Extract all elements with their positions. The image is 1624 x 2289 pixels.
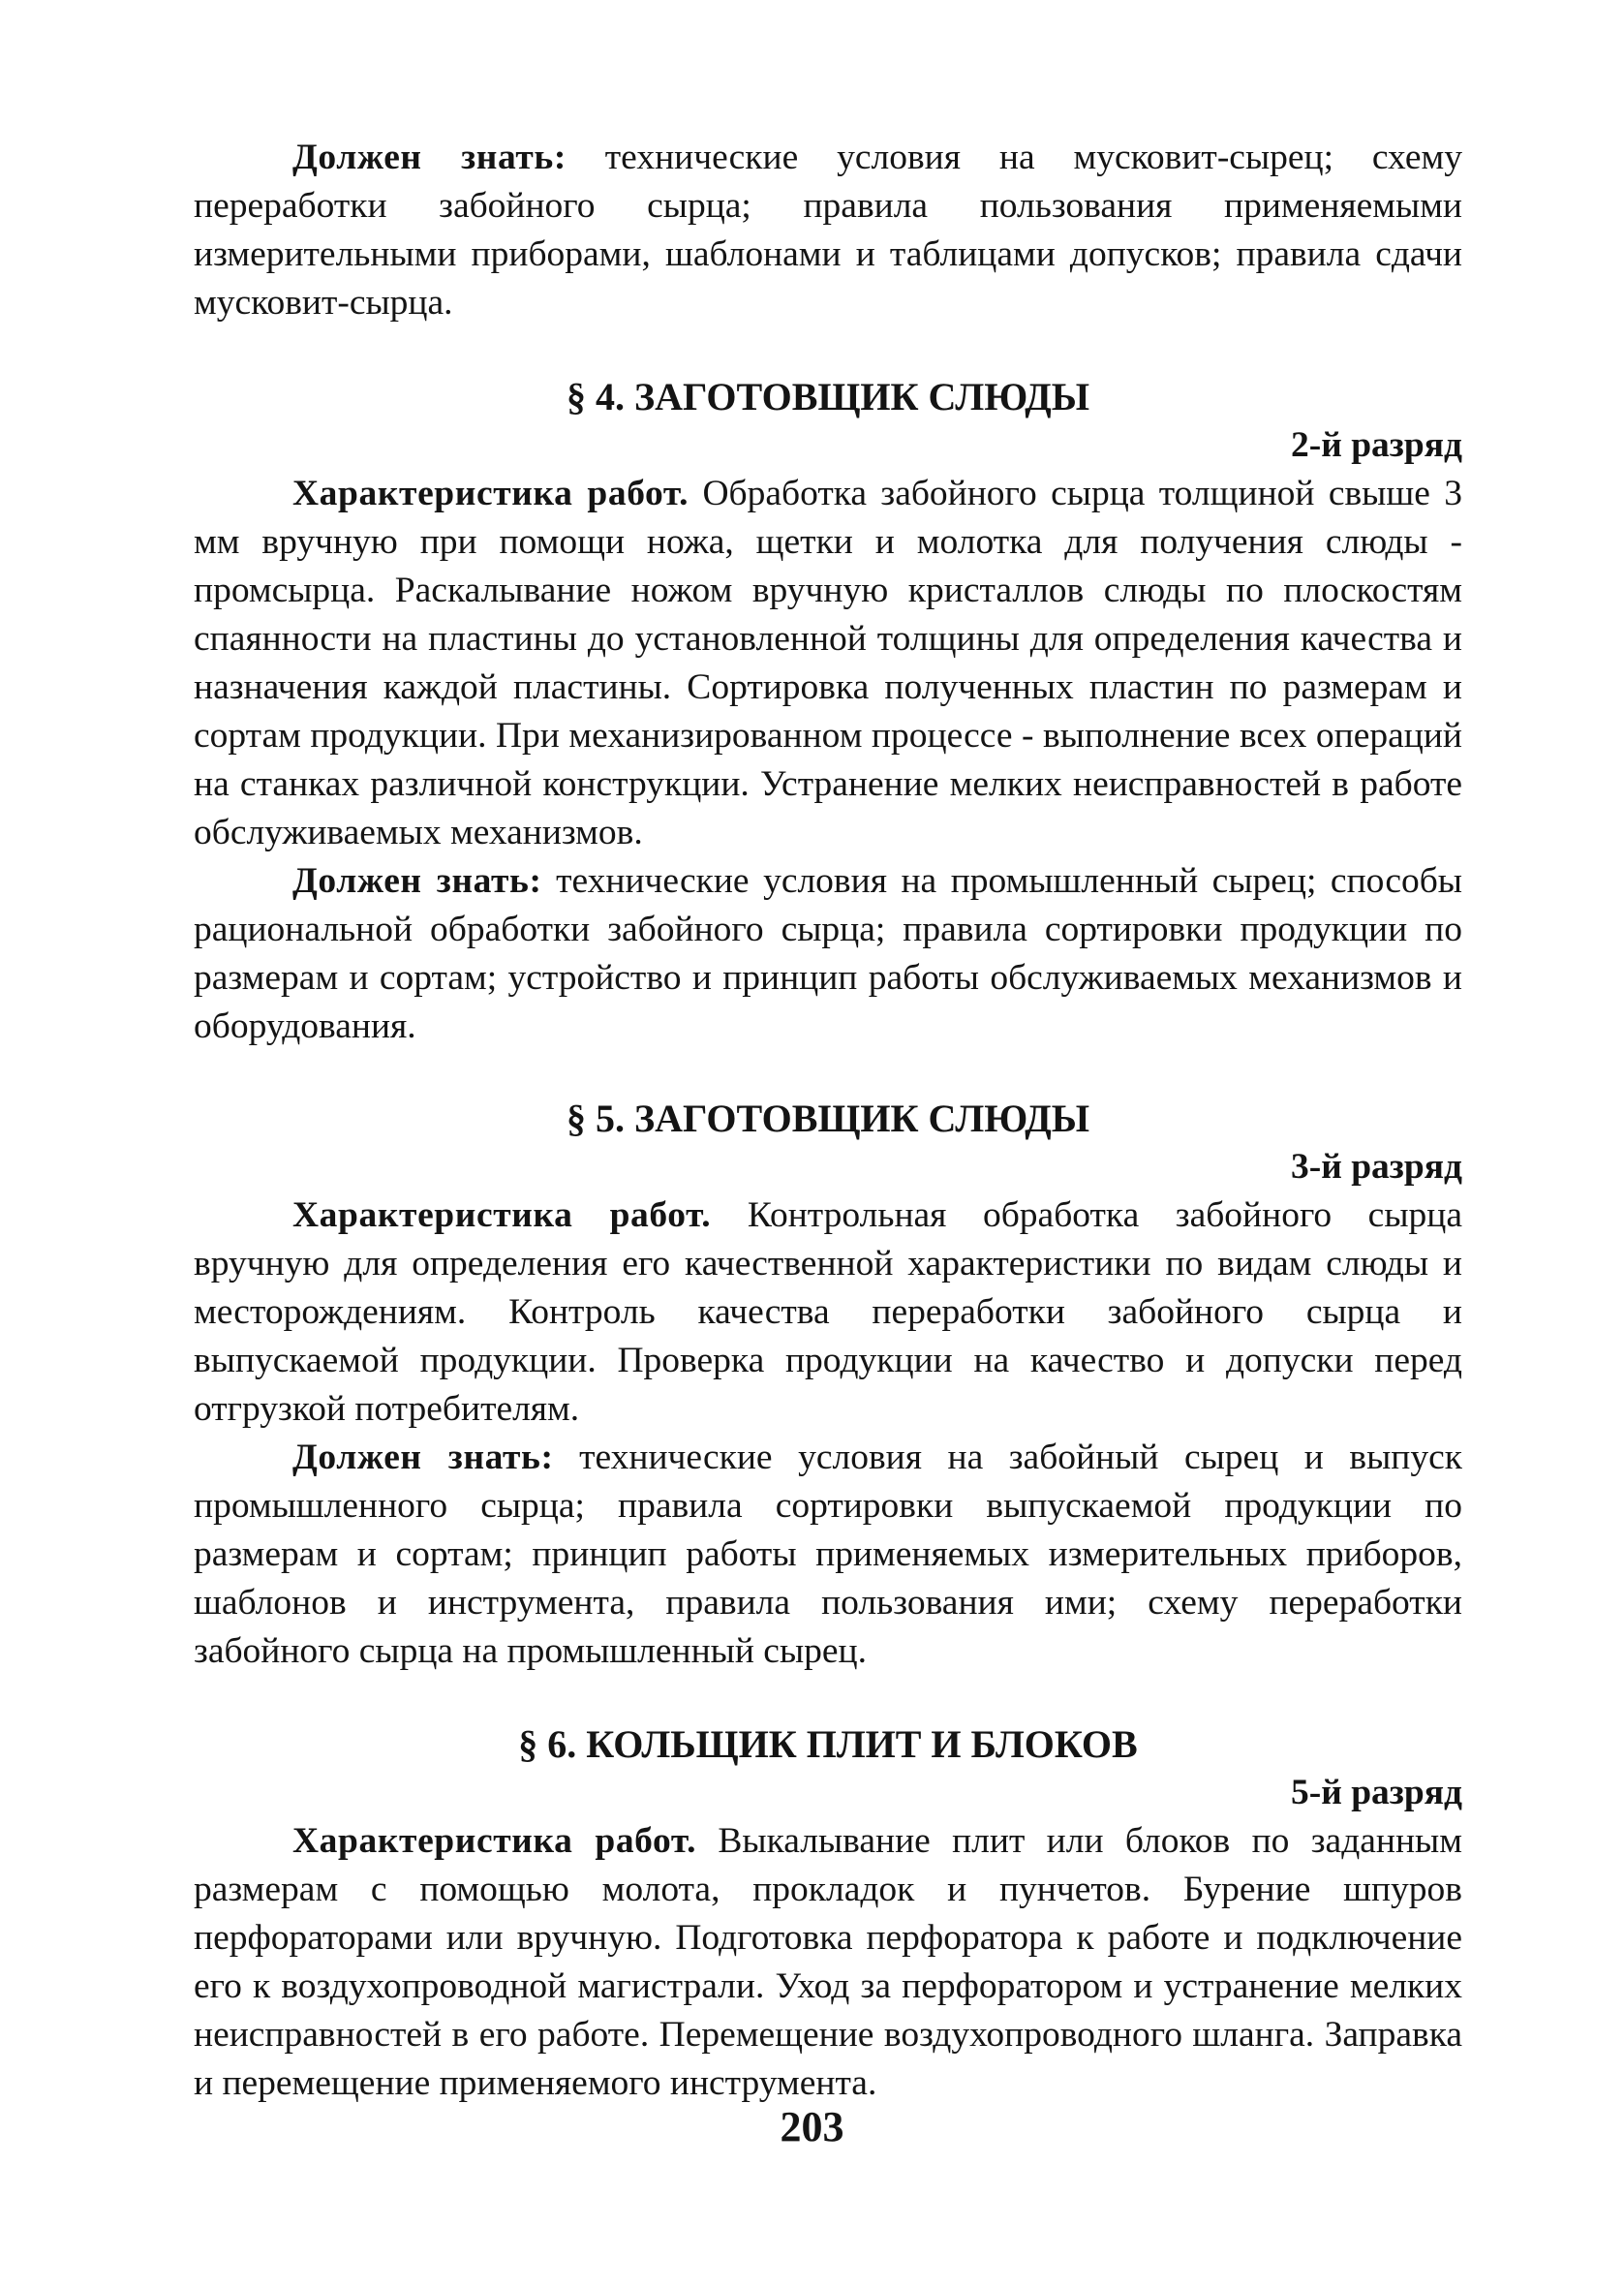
section-6-title: § 6. КОЛЬЩИК ПЛИТ И БЛОКОВ [518, 1722, 1138, 1766]
section-5-title: § 5. ЗАГОТОВЩИК СЛЮДЫ [566, 1097, 1090, 1140]
section-5-characteristic-label: Характеристика работ. [292, 1195, 712, 1235]
section-6-characteristic-text: Выкалывание плит или блоков по заданным размерам с помощью молота, прокладок и пунчетов. Бурение шпуров перфораторами или вручную. Подготовка перфоратора к работе и подключение его к воздухопроводной магистрали. Уход за перфоратором и устранение мелких неисправностей в его работе. Перемещение воздухопроводного шланга. Заправка и перемещение применяемого инструмента. [194, 1821, 1462, 2103]
section-4-knowledge-label: Должен знать: [292, 861, 542, 901]
section-5-knowledge-label: Должен знать: [292, 1438, 554, 1477]
intro-paragraph [194, 134, 1462, 327]
section-6-characteristic-label: Характеристика работ. [292, 1821, 697, 1861]
section-6-grade: 5-й разряд [1290, 1773, 1462, 1812]
section-5-knowledge [194, 1434, 1462, 1676]
section-5-characteristic-text: Контрольная обработка забойного сырца вручную для определения его качественной характеристики по видам слюды и месторождениям. Контроль качества переработки забойного сырца и выпускаемой продукции. Проверка продукции на качество и допуски перед отгрузкой потребителям. [194, 1195, 1462, 1429]
section-5-grade: 3-й разряд [1290, 1147, 1462, 1187]
section-4-characteristic [194, 470, 1462, 857]
section-4-title: § 4. ЗАГОТОВЩИК СЛЮДЫ [566, 375, 1090, 418]
section-4-knowledge [194, 857, 1462, 1051]
section-4-characteristic-label: Характеристика работ. [292, 474, 689, 513]
section-5-knowledge-text: технические условия на забойный сырец и выпуск промышленного сырца; правила сортировки выпускаемой продукции по размерам и сортам; принцип работы применяемых измерительных приборов, шаблонов и инструмента, правила пользования ими; схему переработки забойного сырца на промышленный сырец. [194, 1438, 1462, 1671]
section-4-knowledge-text: технические условия на промышленный сырец; способы рациональной обработки забойного сырца; правила сортировки продукции по размерам и сортам; устройство и принцип работы обслуживаемых механизмов и оборудования. [194, 861, 1462, 1046]
page-content [194, 134, 1462, 2108]
intro-text: технические условия на мусковит-сырец; схему переработки забойного сырца; правила пользования применяемыми измерительными приборами, шаблонами и таблицами допусков; правила сдачи мусковит-сырца. [194, 138, 1462, 323]
section-4-grade: 2-й разряд [1290, 425, 1462, 465]
section-6-characteristic [194, 1817, 1462, 2108]
section-4-characteristic-text: Обработка забойного сырца толщиной свыше 3 мм вручную при помощи ножа, щетки и молотка для получения слюды - промсырца. Раскалывание ножом вручную кристаллов слюды по плоскостям спаянности на пластины до установленной толщины для определения качества и назначения каждой пластины. Сортировка полученных пластин по размерам и сортам продукции. При механизированном процессе - выполнение всех операций на станках различной конструкции. Устранение мелких неисправностей в работе обслуживаемых механизмов. [194, 474, 1462, 852]
page-number: 203 [780, 2103, 844, 2150]
section-5-characteristic [194, 1191, 1462, 1434]
intro-label: Должен знать: [292, 138, 567, 177]
